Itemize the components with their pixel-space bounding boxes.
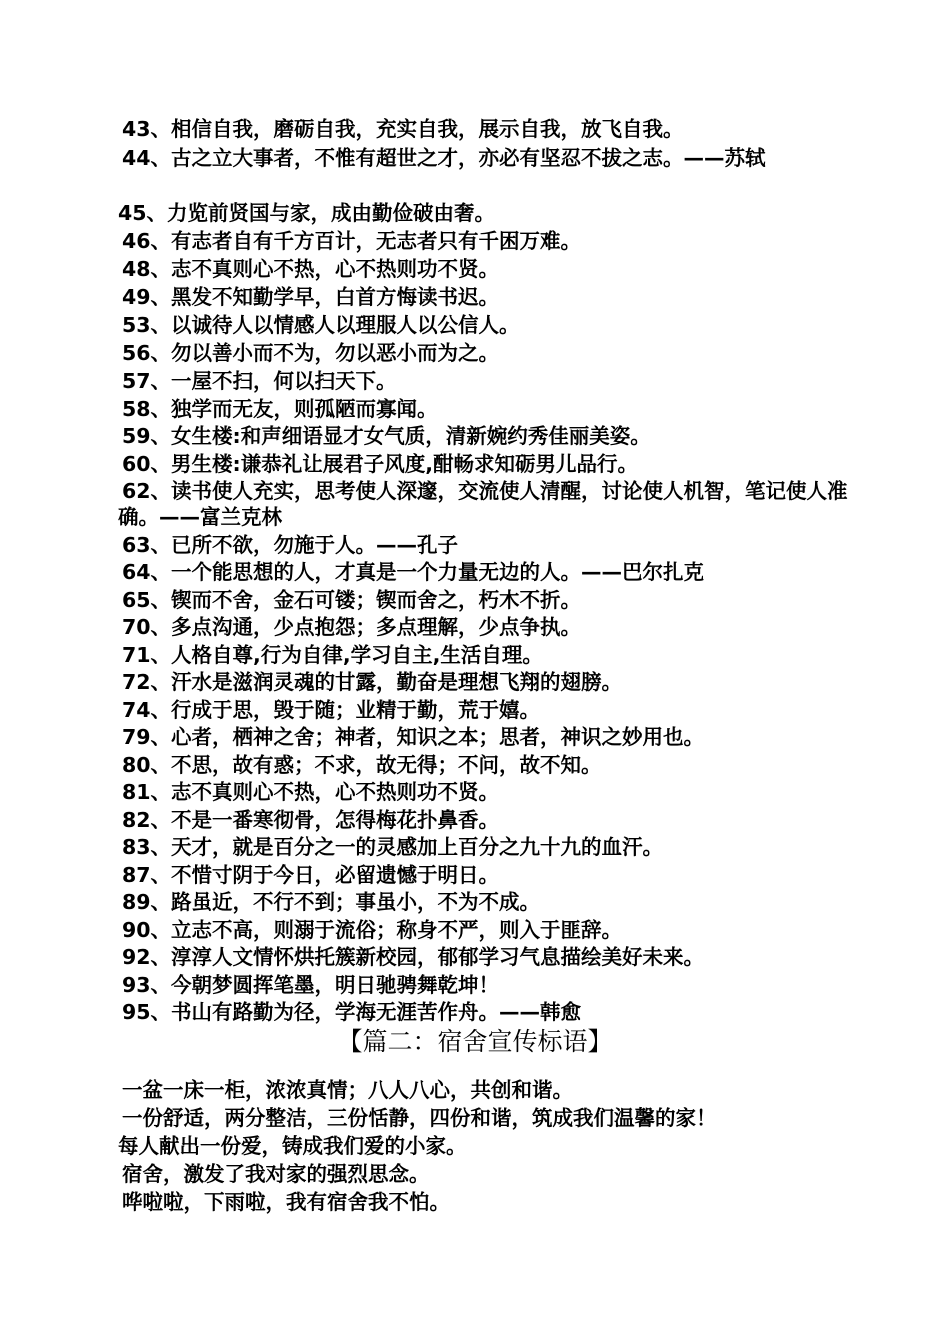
quote-44: 44、古之立大事者，不惟有超世之才，亦必有坚忍不拔之志。——苏轼 [122, 146, 766, 170]
quote-45: 45、力览前贤国与家，成由勤俭破由奢。 [118, 201, 496, 225]
slogan-1: 一盆一床一柜，浓浓真情；八人八心，共创和谐。 [122, 1078, 573, 1102]
quote-70: 70、多点沟通，少点抱怨；多点理解，少点争执。 [122, 615, 582, 639]
quote-79: 79、心者，栖神之舍；神者，知识之本；思者，神识之妙用也。 [122, 725, 705, 749]
quote-56: 56、勿以善小而不为，勿以恶小而为之。 [122, 341, 500, 365]
quote-71: 71、人格自尊,行为自律,学习自主,生活自理。 [122, 643, 543, 667]
quote-72: 72、汗水是滋润灵魂的甘露，勤奋是理想飞翔的翅膀。 [122, 670, 623, 694]
quote-49: 49、黑发不知勤学早，白首方悔读书迟。 [122, 285, 500, 309]
quote-46: 46、有志者自有千方百计，无志者只有千困万难。 [122, 229, 582, 253]
quote-53: 53、以诚待人以情感人以理服人以公信人。 [122, 313, 520, 337]
quote-92: 92、淳淳人文情怀烘托簇新校园，郁郁学习气息描绘美好未来。 [122, 945, 705, 969]
quote-62: 62、读书使人充实，思考使人深邃，交流使人清醒，讨论使人机智，笔记使人准确。——富兰克林 [118, 479, 848, 529]
quote-95: 95、书山有路勤为径，学海无涯苦作舟。——韩愈 [122, 1000, 582, 1024]
slogan-3: 每人献出一份爱，铸成我们爱的小家。 [118, 1134, 467, 1158]
slogan-2: 一份舒适，两分整洁，三份恬静，四份和谐，筑成我们温馨的家！ [122, 1106, 717, 1130]
quote-74: 74、行成于思，毁于随；业精于勤，荒于嬉。 [122, 698, 541, 722]
quote-57: 57、一屋不扫，何以扫天下。 [122, 369, 397, 393]
slogan-4: 宿舍，激发了我对家的强烈思念。 [122, 1162, 430, 1186]
quote-64: 64、一个能思想的人，才真是一个力量无边的人。——巴尔扎克 [122, 560, 705, 584]
quote-58: 58、独学而无友，则孤陋而寡闻。 [122, 397, 438, 421]
quote-48: 48、志不真则心不热，心不热则功不贤。 [122, 257, 500, 281]
quote-83: 83、天才，就是百分之一的灵感加上百分之九十九的血汗。 [122, 835, 664, 859]
quote-90: 90、立志不高，则溺于流俗；称身不严，则入于匪辞。 [122, 918, 623, 942]
quote-82: 82、不是一番寒彻骨，怎得梅花扑鼻香。 [122, 808, 500, 832]
quote-81: 81、志不真则心不热，心不热则功不贤。 [122, 780, 500, 804]
quote-89: 89、路虽近，不行不到；事虽小，不为不成。 [122, 890, 541, 914]
quote-43: 43、相信自我，磨砺自我，充实自我，展示自我，放飞自我。 [122, 117, 684, 141]
quote-80: 80、不思，故有惑；不求，故无得；不问，故不知。 [122, 753, 602, 777]
section-title: 【篇二：宿舍宣传标语】 [337, 1027, 613, 1056]
quote-93: 93、今朝梦圆挥笔墨，明日驰骋舞乾坤！ [122, 973, 500, 997]
quote-59: 59、女生楼:和声细语显才女气质，清新婉约秀佳丽美姿。 [122, 424, 651, 448]
quote-87: 87、不惜寸阴于今日，必留遗憾于明日。 [122, 863, 500, 887]
slogan-5: 哗啦啦，下雨啦，我有宿舍我不怕。 [122, 1190, 450, 1214]
quote-63: 63、已所不欲，勿施于人。——孔子 [122, 533, 459, 557]
quote-60: 60、男生楼:谦恭礼让展君子风度,酣畅求知砺男儿品行。 [122, 452, 639, 476]
quote-65: 65、锲而不舍，金石可镂；锲而舍之，朽木不折。 [122, 588, 582, 612]
